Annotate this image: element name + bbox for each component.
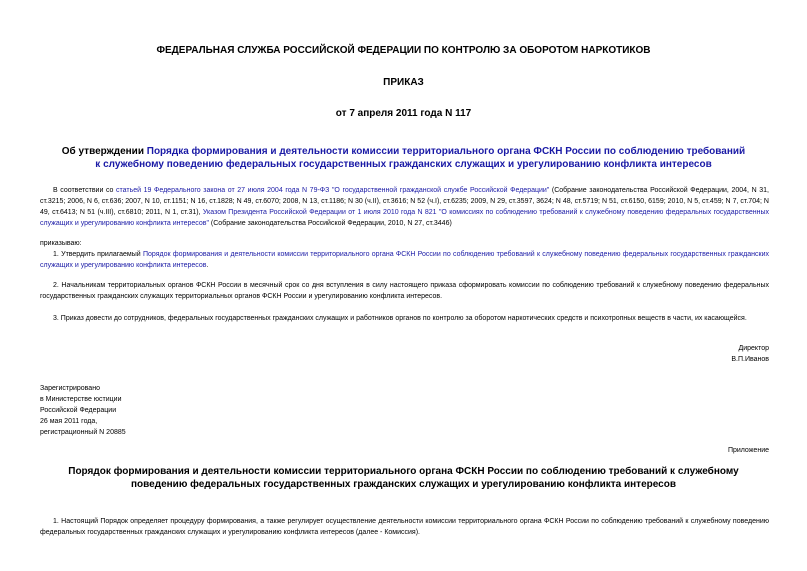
- appendix-title: Порядок формирования и деятельности комиссии территориального органа ФСКН России по соблюдению требований к служебному поведению федеральных государственных гражданских служащих и урегулированию конфликта интересов: [68, 466, 739, 490]
- item-1-text: 1. Утвердить прилагаемый: [53, 251, 143, 258]
- signature-name: В.П.Иванов: [731, 356, 769, 363]
- registration-line-5: регистрационный N 20885: [40, 429, 126, 436]
- preamble-text-2: (Собрание законодательства Российской Федерации, 2004, N 31, ст.3215; 2006, N 6, ст.636; 2007, N 10, ст.1151; N 16, ст.1828; N 49, ст.6070; 2008, N 13, ст.1186; N 30 (ч.II), ст.3616; N 52 (ч.I), ст.6235; 2009, N 29, ст.3597, 3624; N 48, ст.5719; N 51, ст.6150, 6159; 2010, N 5, ст.459; N 7, ст.704; N 49, ст.6413; N 51 (ч.III), ст.6810; 2011, N 1, ст.31),: [40, 187, 769, 216]
- decree-821-link[interactable]: Указом Президента Российской Федерации от 1 июля 2010 года N 821 "О комиссиях по соблюдению требований к служебному поведению федеральных государственных служащих и урегулированию конфликта интересов": [40, 209, 769, 227]
- doc-type: ПРИКАЗ: [383, 77, 424, 88]
- item-1: [40, 249, 769, 271]
- doc-title-prefix: Об утверждении: [61, 146, 147, 157]
- procedure-link[interactable]: Порядок формирования и деятельности комиссии территориального органа ФСКН России по соблюдению требований к служебному поведению федеральных государственных гражданских служащих и урегулированию конфликта интересов: [40, 251, 769, 269]
- item-2: 2. Начальникам территориальных органов ФСКН России в месячный срок со дня вступления в силу настоящего приказа сформировать комиссии по соблюдению требований к служебному поведению федеральных государственных гражданских служащих территориальных органов ФСКН России и урегулированию конфликта интересов.: [40, 282, 769, 300]
- doc-date-number: от 7 апреля 2011 года N 117: [335, 108, 472, 119]
- registration-block: [40, 383, 126, 438]
- registration-line-4: 26 мая 2011 года,: [40, 418, 98, 425]
- preamble-text-1: В соответствии со: [53, 187, 117, 194]
- registration-line-3: Российской Федерации: [40, 407, 117, 414]
- item-1-end: .: [206, 262, 209, 269]
- agency-name: ФЕДЕРАЛЬНАЯ СЛУЖБА РОССИЙСКОЙ ФЕДЕРАЦИИ ПО КОНТРОЛЮ ЗА ОБОРОТОМ НАРКОТИКОВ: [156, 45, 651, 56]
- registration-line-1: Зарегистрировано: [40, 385, 100, 392]
- appendix-paragraph-1: 1. Настоящий Порядок определяет процедуру формирования, а также регулирует осуществление деятельности комиссии территориального органа ФСКН России по соблюдению требований к служебному поведению федеральных государственных гражданских служащих и урегулированию конфликта интересов (далее - Комиссия).: [40, 518, 769, 536]
- signature-position: Директор: [738, 345, 769, 352]
- preamble: [40, 185, 769, 229]
- law-79fz-link[interactable]: статьей 19 Федерального закона от 27 июля 2004 года N 79-ФЗ "О государственной гражданской службе Российской Федерации": [116, 187, 550, 194]
- preamble-text-3: (Собрание законодательства Российской Федерации, 2010, N 27, ст.3446): [208, 220, 452, 227]
- order-word: приказываю:: [40, 240, 82, 247]
- item-3: 3. Приказ довести до сотрудников, федеральных государственных гражданских служащих и работников органов по контролю за оборотом наркотических средств и психотропных веществ в части, их касающейся.: [53, 315, 747, 322]
- registration-line-2: в Министерстве юстиции: [40, 396, 122, 403]
- doc-title: [60, 145, 747, 171]
- doc-title-link[interactable]: Порядка формирования и деятельности комиссии территориального органа ФСКН России по соблюдению требований к служебному поведению федеральных государственных гражданских служащих и урегулированию конфликта интересов: [95, 146, 746, 170]
- appendix-label: Приложение: [727, 447, 769, 454]
